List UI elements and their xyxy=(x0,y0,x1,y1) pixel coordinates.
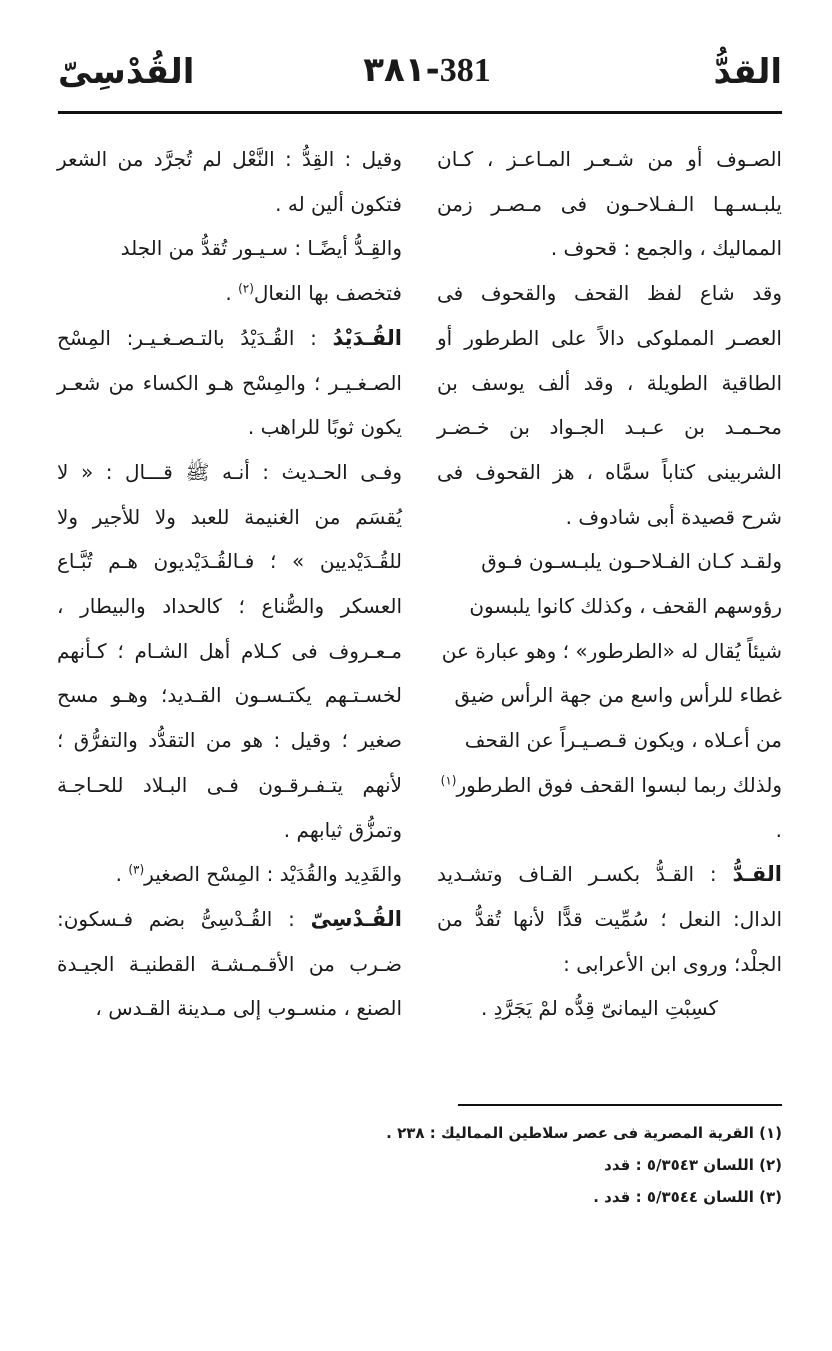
footnote-rule xyxy=(458,1104,782,1106)
entry-text: : القُـدَيْدُ بالتـصـغـيـر: المِسْح الصـغـيـر ؛ والمِسْح هـو الكساء من شعـر يكون ثوبًا للراهب . xyxy=(57,325,402,440)
footnote-marker: (٢) xyxy=(238,281,254,296)
headword-left: القُدْسِىّ xyxy=(58,52,195,92)
header-rule xyxy=(58,111,782,114)
footnotes xyxy=(58,1117,782,1213)
entry-paragraph xyxy=(437,852,782,986)
footnote: (٢) اللسان ٥/٣٥٤٣ : قدد xyxy=(604,1156,782,1174)
paragraph-text: ولقـد كـان الفـلاحـون يلبـسـون فـوق رؤوسهم القحف ، وكذلك كانوا يلبسون شيئاً يُقال له «الطرطور» ؛ وهو عبارة عن غطاء للرأس واسع من جهة الرأس ضيق من أعـلاه ، ويكون قـصـيـراً عن القحف ولذلك ربما لبسوا القحف فوق الطرطور xyxy=(441,549,782,797)
paragraph: وقد شاع لفظ القحف والقحوف فى العصـر المملوكى دالاً على الطرطور أو الطاقية الطويلة ، وقد ألف يوسف بن محـمـد بن عـبـد الجـواد بن خـضـر الشربينى كتاباً سمَّاه ، هز القحوف فى شرح قصيدة أبى شادوف . xyxy=(437,281,782,529)
paragraph: وفـى الحـديث : أنـه ﷺ قـــال : « لا يُقسَم من الغنيمة للعبد ولا للأجير ولا للقُـدَيْديين » ؛ فـالقُـدَيْديون هـم تُبَّـاع العسكر والصُّناع ؛ كالحداد والبيطار ، مـعـروف فى كـلام أهل الشـام ؛ كـأنهم لخسـتـهم يكتـسـون القـديد؛ وهـو مسح صغير ؛ وقيل : هو من التقدُّد والتفرُّق ؛ لأنهم يتـفـرقـون فـى البـلاد للحـاجـة وتمزُّق ثيابهم . xyxy=(57,459,402,842)
left-column xyxy=(57,137,402,1031)
paragraph-text: والقِـدُّ أيضًـا : سـيـور تُقدُّ من الجلد فتخصف بها النعال xyxy=(120,236,402,306)
right-column xyxy=(437,137,782,1031)
entry-headword: القـدُّ xyxy=(732,862,782,887)
verse-line: كسِبْتِ اليمانىّ قِدُّه لمْ يَجَرَّدِ . xyxy=(480,996,719,1021)
page-number-latin: 381 xyxy=(439,52,491,89)
paragraph xyxy=(57,226,402,315)
paragraph-text: والقَدِيد والقُدَيْد : المِسْح الصغير xyxy=(144,862,402,887)
entry-headword: القُـدَيْدُ xyxy=(332,325,402,350)
footnote: (٣) اللسان ٥/٣٥٤٤ : قدد . xyxy=(593,1188,782,1206)
punctuation: . xyxy=(225,281,239,306)
entry-text: : القُـدْسِىُّ بضم فـسكون: ضـرب من الأقـمـشـة القطنيـة الجيـدة الصنع ، منسـوب إلى مـدينة القـدس ، xyxy=(57,906,402,1021)
paragraph xyxy=(437,539,782,852)
footnote: (١) القرية المصرية فى عصر سلاطين المماليك : ٢٣٨ . xyxy=(386,1124,782,1142)
page-header xyxy=(58,50,782,102)
footnote-marker: (١) xyxy=(440,773,457,788)
punctuation: . xyxy=(775,817,782,842)
entry-headword: القُـدْسِىّ xyxy=(310,906,402,931)
entry-paragraph xyxy=(57,316,402,450)
entry-paragraph xyxy=(57,897,402,1031)
footnote-marker: (٣) xyxy=(128,862,145,877)
paragraph: الصـوف أو من شـعـر المـاعـز ، كـان يلبـسـهـا الـفـلاحـون فى مـصـر زمن المماليك ، والجمع : قحوف . xyxy=(437,147,782,261)
punctuation: . xyxy=(115,862,129,887)
entry-text: : القـدُّ بكسـر القـاف وتشـديد الدال: النعل ؛ سُمِّيت قدًّا لأنها تُقدُّ من الجلْد؛ وروى ابن الأعرابى : xyxy=(437,862,782,976)
page-number-arabic: ٣٨١- xyxy=(363,50,440,90)
headword-right: القدُّ xyxy=(713,52,782,92)
paragraph: وقيل : القِدُّ : النَّعْل لم تُجرَّد من الشعر فتكون ألين له . xyxy=(57,147,402,216)
paragraph xyxy=(57,852,402,897)
